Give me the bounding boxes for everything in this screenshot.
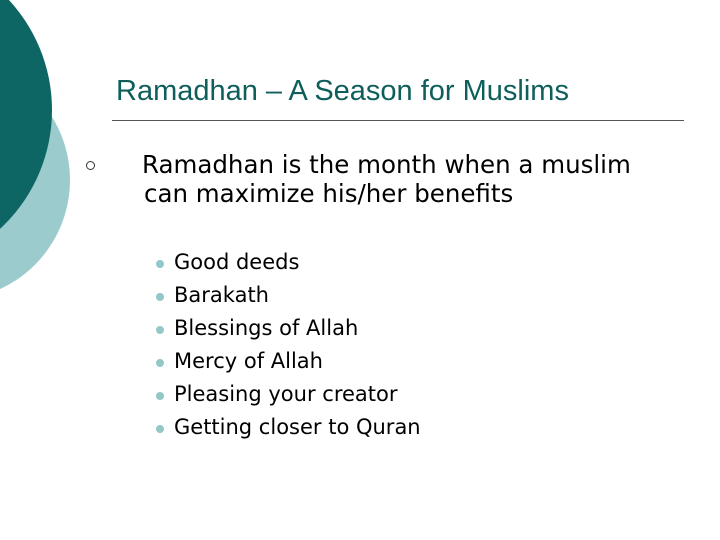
sub-bullet-text: Pleasing your creator (174, 382, 398, 406)
sub-bullet-text: Barakath (174, 283, 269, 307)
sub-bullet-text: Getting closer to Quran (174, 415, 421, 439)
sub-bullet-text: Blessings of Allah (174, 316, 359, 340)
filled-circle-bullet-icon (156, 326, 164, 334)
filled-circle-bullet-icon (156, 392, 164, 400)
main-bullet-text: Ramadhan is the month when a muslim can maximize his/her benefits (142, 150, 631, 208)
filled-circle-bullet-icon (156, 359, 164, 367)
hollow-circle-bullet-icon (86, 161, 95, 170)
filled-circle-bullet-icon (156, 260, 164, 268)
slide-title: Ramadhan – A Season for Muslims (116, 75, 569, 107)
filled-circle-bullet-icon (156, 425, 164, 433)
title-divider (112, 120, 684, 121)
sub-bullet-text: Good deeds (174, 250, 300, 274)
filled-circle-bullet-icon (156, 293, 164, 301)
sub-bullet-text: Mercy of Allah (174, 349, 323, 373)
decorative-circles (0, 0, 90, 300)
